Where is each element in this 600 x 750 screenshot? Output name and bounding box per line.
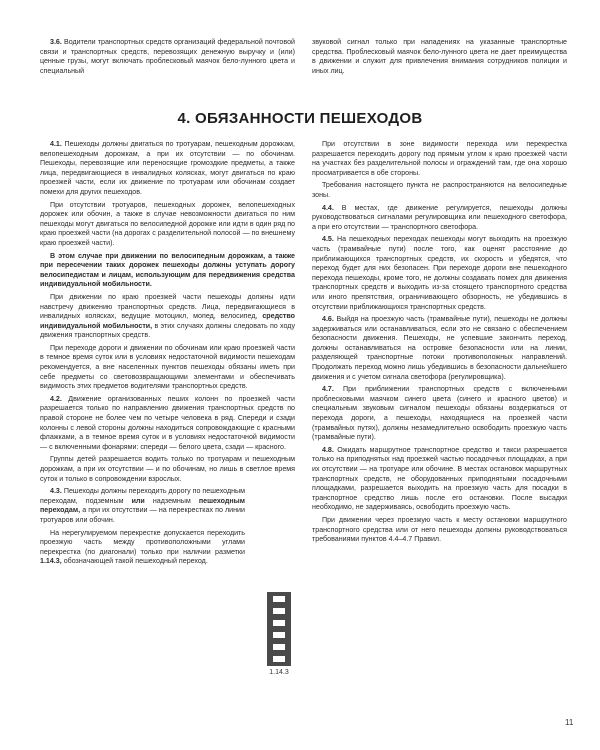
clause-text: Пешеходы должны переходить дорогу по пешеходным переходам, подземным [40,487,245,505]
bold-phrase: пешеходным переходам, [40,496,245,515]
page-number: 11 [565,718,574,727]
paragraph-text: в этих случаях должны следовать по ходу движения транспортных средств. [40,321,295,340]
crosswalk-marking-icon [267,592,291,666]
top-left-column [40,38,295,79]
paragraph-text: При движении по краю проезжей части пешеходы должны идти навстречу движению транспортных средств. Лица, передвигающиеся в инвалидных колясках, ведущие мотоцикл, мопед, велосипед, [40,292,295,321]
paragraph-text: На нерегулируемом перекрестке допускается переходить проезжую часть между противоположными углами перекрестка (по диагонали) только при наличии разметки [40,528,245,556]
paragraph: Требования настоящего пункта не распространяются на велосипедные зоны. [312,181,567,199]
clause-text: При приближении транспортных средств с включенными проблесковыми маячком синего цвета (синего и красного цветов) и специальным звуковым сигналом пешеходы обязаны воздержаться от перехода дороги, а пешеходы, находящиеся на проезжей части (трамвайных путях), должны незамедлительно освободить проезжую часть (трамвайные пути). [312,385,567,442]
clause-text: На пешеходных переходах пешеходы могут выходить на проезжую часть (трамвайные пути) после того, как оценят расстояние до приближающихся транспортных средств, их скорость и убедятся, что переход будет для них безопасен. При переходе дороги вне пешеходного перехода пешеходы, кроме того, не должны создавать помех для движения транспортных средств и выходить из-за стоящего транспортного средства или иного препятствия, ограничивающего обзорность, не убедившись в отсутствии приближающихся транспортных средств. [312,235,567,311]
marking-illustration [258,592,300,676]
bold-paragraph: В этом случае при движении по велосипедным дорожкам, а также при пересечении таких дорожек пешеходы должны уступать дорогу велосипедистам и лицам, использующим для передвижения средства индивидуальной мобильности. [40,251,295,289]
clause-text: надземным [152,496,191,505]
paragraph: При отсутствии в зоне видимости перехода или перекрестка разрешается переходить дорогу под прямым углом к краю проезжей части на участках без разделительной полосы и ограждений там, где она хорошо просматривается в обе стороны. [312,140,567,177]
clause-number: 4.5. [322,235,334,244]
clause-number: 3.6. [50,38,62,46]
bold-phrase: средство индивидуальной мобильности, [40,312,295,330]
bold-phrase: или [131,496,145,505]
section-title: 4. ОБЯЗАННОСТИ ПЕШЕХОДОВ [177,110,423,127]
clause-number: 4.8. [322,445,334,454]
clause-text: Ожидать маршрутное транспортное средство и такси разрешается только на приподнятых над проезжей частью посадочных площадках, а при их отсутствии — на тротуаре или обочине. В местах остановок маршрутных транспортных средств, не оборудованных приподнятыми посадочными площадками, разрешается выходить на проезжую часть для посадки в транспортное средство лишь после его остановки. После высадки необходимо, не задерживаясь, освободить проезжую часть. [312,445,567,512]
clause-continuation: звуковой сигнал только при нападениях на указанные транспортные средства. Проблесковый маячок бело-лунного цвета не дает преимущества в движении и служит для привлечения внимания сотрудников полиции и иных лиц. [312,38,567,75]
clause-text: а при их отсутствии — на перекрестках по линии тротуаров или обочин. [40,506,245,524]
clause-text: Движение организованных пеших колонн по проезжей части разрешается только по направлению движения транспортных средств по правой стороне не более чем по четыре человека в ряд. Спереди и сзади колонны с левой стороны должны находиться сопровождающие с красными флажками, а в темное время суток и в условиях недостаточной видимости — с включенными фонарями: спереди — белого цвета, сзади — красного. [40,394,295,451]
clause-number: 4.6. [322,315,334,324]
left-column [40,140,295,570]
clause-number: 4.3. [50,487,62,496]
paragraph: При движении через проезжую часть к месту остановки маршрутного транспортного средства или от него пешеходы должны руководствоваться требованиями пунктов 4.4–4.7 Правил. [312,515,567,544]
clause-text: Выйдя на проезжую часть (трамвайные пути), пешеходы не должны задерживаться или останавливаться, если это не связано с обеспечением безопасности движения. Пешеходы, не успевшие закончить переход, должны останавливаться на островке безопасности или на линии, разделяющей транспортные потоки противоположных направлений. Продолжать переход можно лишь убедившись в безопасности дальнейшего движения и с учетом сигнала светофора (регулировщика). [312,315,567,381]
clause-text: Пешеходы должны двигаться по тротуарам, пешеходным дорожкам, велопешеходным дорожкам, а при их отсутствии — по обочинам. Пешеходы, перевозящие или переносящие громоздкие предметы, а также лица, передвигающиеся в инвалидных колясках, могут двигаться по краю проезжей части, если их движение по тротуарам или обочинам создает помехи для других пешеходов. [40,140,295,196]
marking-caption: 1.14.3 [269,669,289,676]
paragraph: Группы детей разрешается водить только по тротуарам и пешеходным дорожкам, а при их отсутствии — и по обочинам, но лишь в светлое время суток и только в сопровождении взрослых. [40,455,295,483]
top-right-column [312,38,567,79]
clause-text: В местах, где движение регулируется, пешеходы должны руководствоваться сигналами регулировщика или пешеходного светофора, а при его отсутствии — транспортного светофора. [312,203,567,231]
clause-number: 4.2. [50,394,62,403]
paragraph-text: обозначающей такой пешеходный переход. [63,557,208,566]
right-column [312,140,567,548]
marking-reference: 1.14.3, [40,557,62,566]
paragraph: При переходе дороги и движении по обочинам или краю проезжей части в темное время суток или в условиях недостаточной видимости пешеходам рекомендуется, а вне населенных пунктов пешеходы обязаны иметь при себе предметы со световозвращающими элементами и обеспечивать видимость этих предметов водителями транспортных средств. [40,343,295,391]
clause-number: 4.1. [50,140,62,148]
clause-text: Водители транспортных средств организаций федеральной почтовой связи и транспортных средств, перевозящих денежную выручку и (или) ценные грузы, могут включать проблесковый маячок бело-лунного цвета и специальный [40,38,295,75]
clause-number: 4.7. [322,385,334,394]
clause-number: 4.4. [322,203,334,212]
paragraph: При отсутствии тротуаров, пешеходных дорожек, велопешеходных дорожек или обочин, а также в случае невозможности двигаться по ним пешеходы могут двигаться по велосипедной дорожке или идти в один ряд по краю проезжей части (на дорогах с разделительной полосой — по внешнему краю проезжей части). [40,200,295,247]
